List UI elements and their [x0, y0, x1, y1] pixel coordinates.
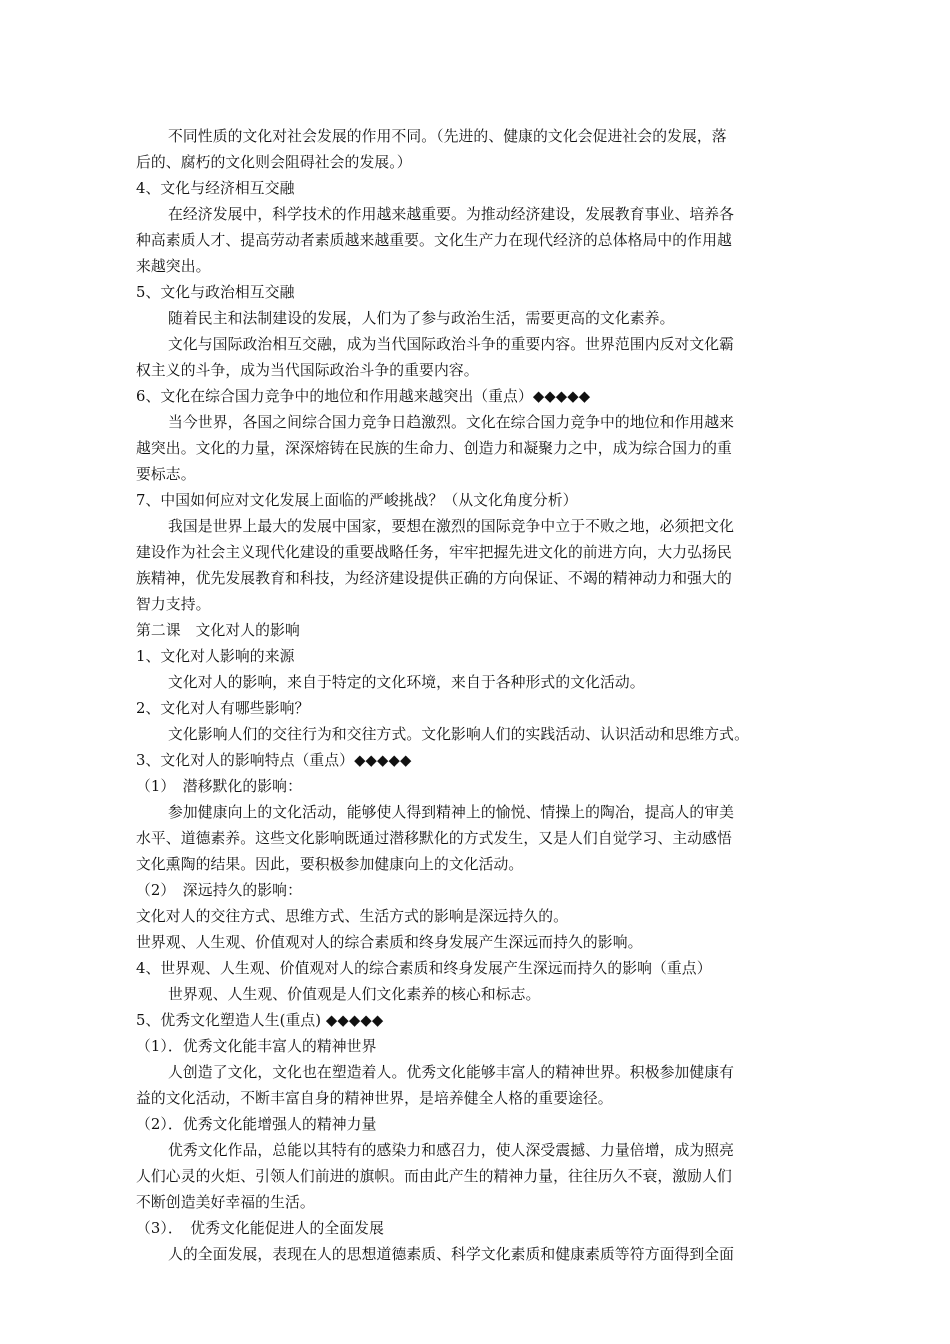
paragraph-line: 世界观、人生观、价值观是人们文化素养的核心和标志。: [168, 986, 541, 1003]
subsection-heading: （1） 潜移默化的影响：: [136, 778, 302, 795]
paragraph-line: 不断创造美好幸福的生活。: [136, 1194, 315, 1211]
paragraph-line: 文化熏陶的结果。因此，要积极参加健康向上的文化活动。: [136, 856, 524, 873]
paragraph-line: 优秀文化作品，总能以其特有的感染力和感召力，使人深受震撼、力量倍增，成为照亮: [168, 1142, 735, 1159]
paragraph-line: 人们心灵的火炬、引领人们前进的旗帜。而由此产生的精神力量，往往历久不衰，激励人们: [136, 1168, 732, 1185]
lesson-title: 第二课 文化对人的影响: [136, 622, 300, 639]
paragraph-line: 种高素质人才、提高劳动者素质越来越重要。文化生产力在现代经济的总体格局中的作用越: [136, 232, 732, 249]
section-heading: 3、文化对人的影响特点（重点）◆◆◆◆◆: [136, 752, 412, 769]
section-heading: 2、文化对人有哪些影响？: [136, 700, 310, 717]
paragraph-line: 水平、道德素养。这些文化影响既通过潜移默化的方式发生，又是人们自觉学习、主动感悟: [136, 830, 732, 847]
section-heading: 5、优秀文化塑造人生(重点) ◆◆◆◆◆: [136, 1012, 384, 1029]
paragraph-line: 文化对人的交往方式、思维方式、生活方式的影响是深远持久的。: [136, 908, 569, 925]
paragraph-line: 人创造了文化，文化也在塑造着人。优秀文化能够丰富人的精神世界。积极参加健康有: [168, 1064, 735, 1081]
document-body: [136, 124, 822, 1268]
paragraph-line: 参加健康向上的文化活动，能够使人得到精神上的愉悦、情操上的陶冶，提高人的审美: [168, 804, 735, 821]
paragraph-line: 智力支持。: [136, 596, 211, 613]
paragraph-line: 文化与国际政治相互交融，成为当代国际政治斗争的重要内容。世界范围内反对文化霸: [168, 336, 735, 353]
paragraph-line: 世界观、人生观、价值观对人的综合素质和终身发展产生深远而持久的影响。: [136, 934, 643, 951]
section-heading: 4、文化与经济相互交融: [136, 180, 295, 197]
paragraph-line: 文化对人的影响，来自于特定的文化环境，来自于各种形式的文化活动。: [168, 674, 645, 691]
section-heading: 6、文化在综合国力竞争中的地位和作用越来越突出（重点）◆◆◆◆◆: [136, 388, 591, 405]
paragraph-line: 当今世界，各国之间综合国力竞争日趋激烈。文化在综合国力竞争中的地位和作用越来: [168, 414, 735, 431]
section-heading: 5、文化与政治相互交融: [136, 284, 295, 301]
paragraph-line: 越突出。文化的力量，深深熔铸在民族的生命力、创造力和凝聚力之中，成为综合国力的重: [136, 440, 732, 457]
paragraph-line: 后的、腐朽的文化则会阻碍社会的发展。）: [136, 154, 412, 171]
subsection-heading: （2）．优秀文化能增强人的精神力量: [136, 1116, 377, 1133]
paragraph-line: 随着民主和法制建设的发展，人们为了参与政治生活，需要更高的文化素养。: [168, 310, 675, 327]
paragraph-line: 益的文化活动，不断丰富自身的精神世界，是培养健全人格的重要途径。: [136, 1090, 613, 1107]
paragraph-line: 族精神，优先发展教育和科技，为经济建设提供正确的方向保证、不竭的精神动力和强大的: [136, 570, 732, 587]
paragraph-line: 文化影响人们的交往行为和交往方式。文化影响人们的实践活动、认识活动和思维方式。: [168, 726, 749, 743]
paragraph-line: 不同性质的文化对社会发展的作用不同。（先进的、健康的文化会促进社会的发展，落: [168, 128, 727, 145]
paragraph-line: 权主义的斗争，成为当代国际政治斗争的重要内容。: [136, 362, 479, 379]
subsection-heading: （2） 深远持久的影响：: [136, 882, 302, 899]
subsection-heading: （1）．优秀文化能丰富人的精神世界: [136, 1038, 377, 1055]
paragraph-line: 在经济发展中，科学技术的作用越来越重要。为推动经济建设，发展教育事业、培养各: [168, 206, 735, 223]
paragraph-line: 要标志。: [136, 466, 196, 483]
subsection-heading: （3）． 优秀文化能促进人的全面发展: [136, 1220, 384, 1237]
section-heading: 4、世界观、人生观、价值观对人的综合素质和终身发展产生深远而持久的影响（重点）: [136, 960, 712, 977]
section-heading: 7、中国如何应对文化发展上面临的严峻挑战？（从文化角度分析）: [136, 492, 578, 509]
paragraph-line: 建设作为社会主义现代化建设的重要战略任务，牢牢把握先进文化的前进方向，大力弘扬民: [136, 544, 732, 561]
paragraph-line: 来越突出。: [136, 258, 211, 275]
paragraph-line: 我国是世界上最大的发展中国家，要想在激烈的国际竞争中立于不败之地，必须把文化: [168, 518, 735, 535]
section-heading: 1、文化对人影响的来源: [136, 648, 295, 665]
paragraph-line: 人的全面发展，表现在人的思想道德素质、科学文化素质和健康素质等符方面得到全面: [168, 1246, 735, 1263]
